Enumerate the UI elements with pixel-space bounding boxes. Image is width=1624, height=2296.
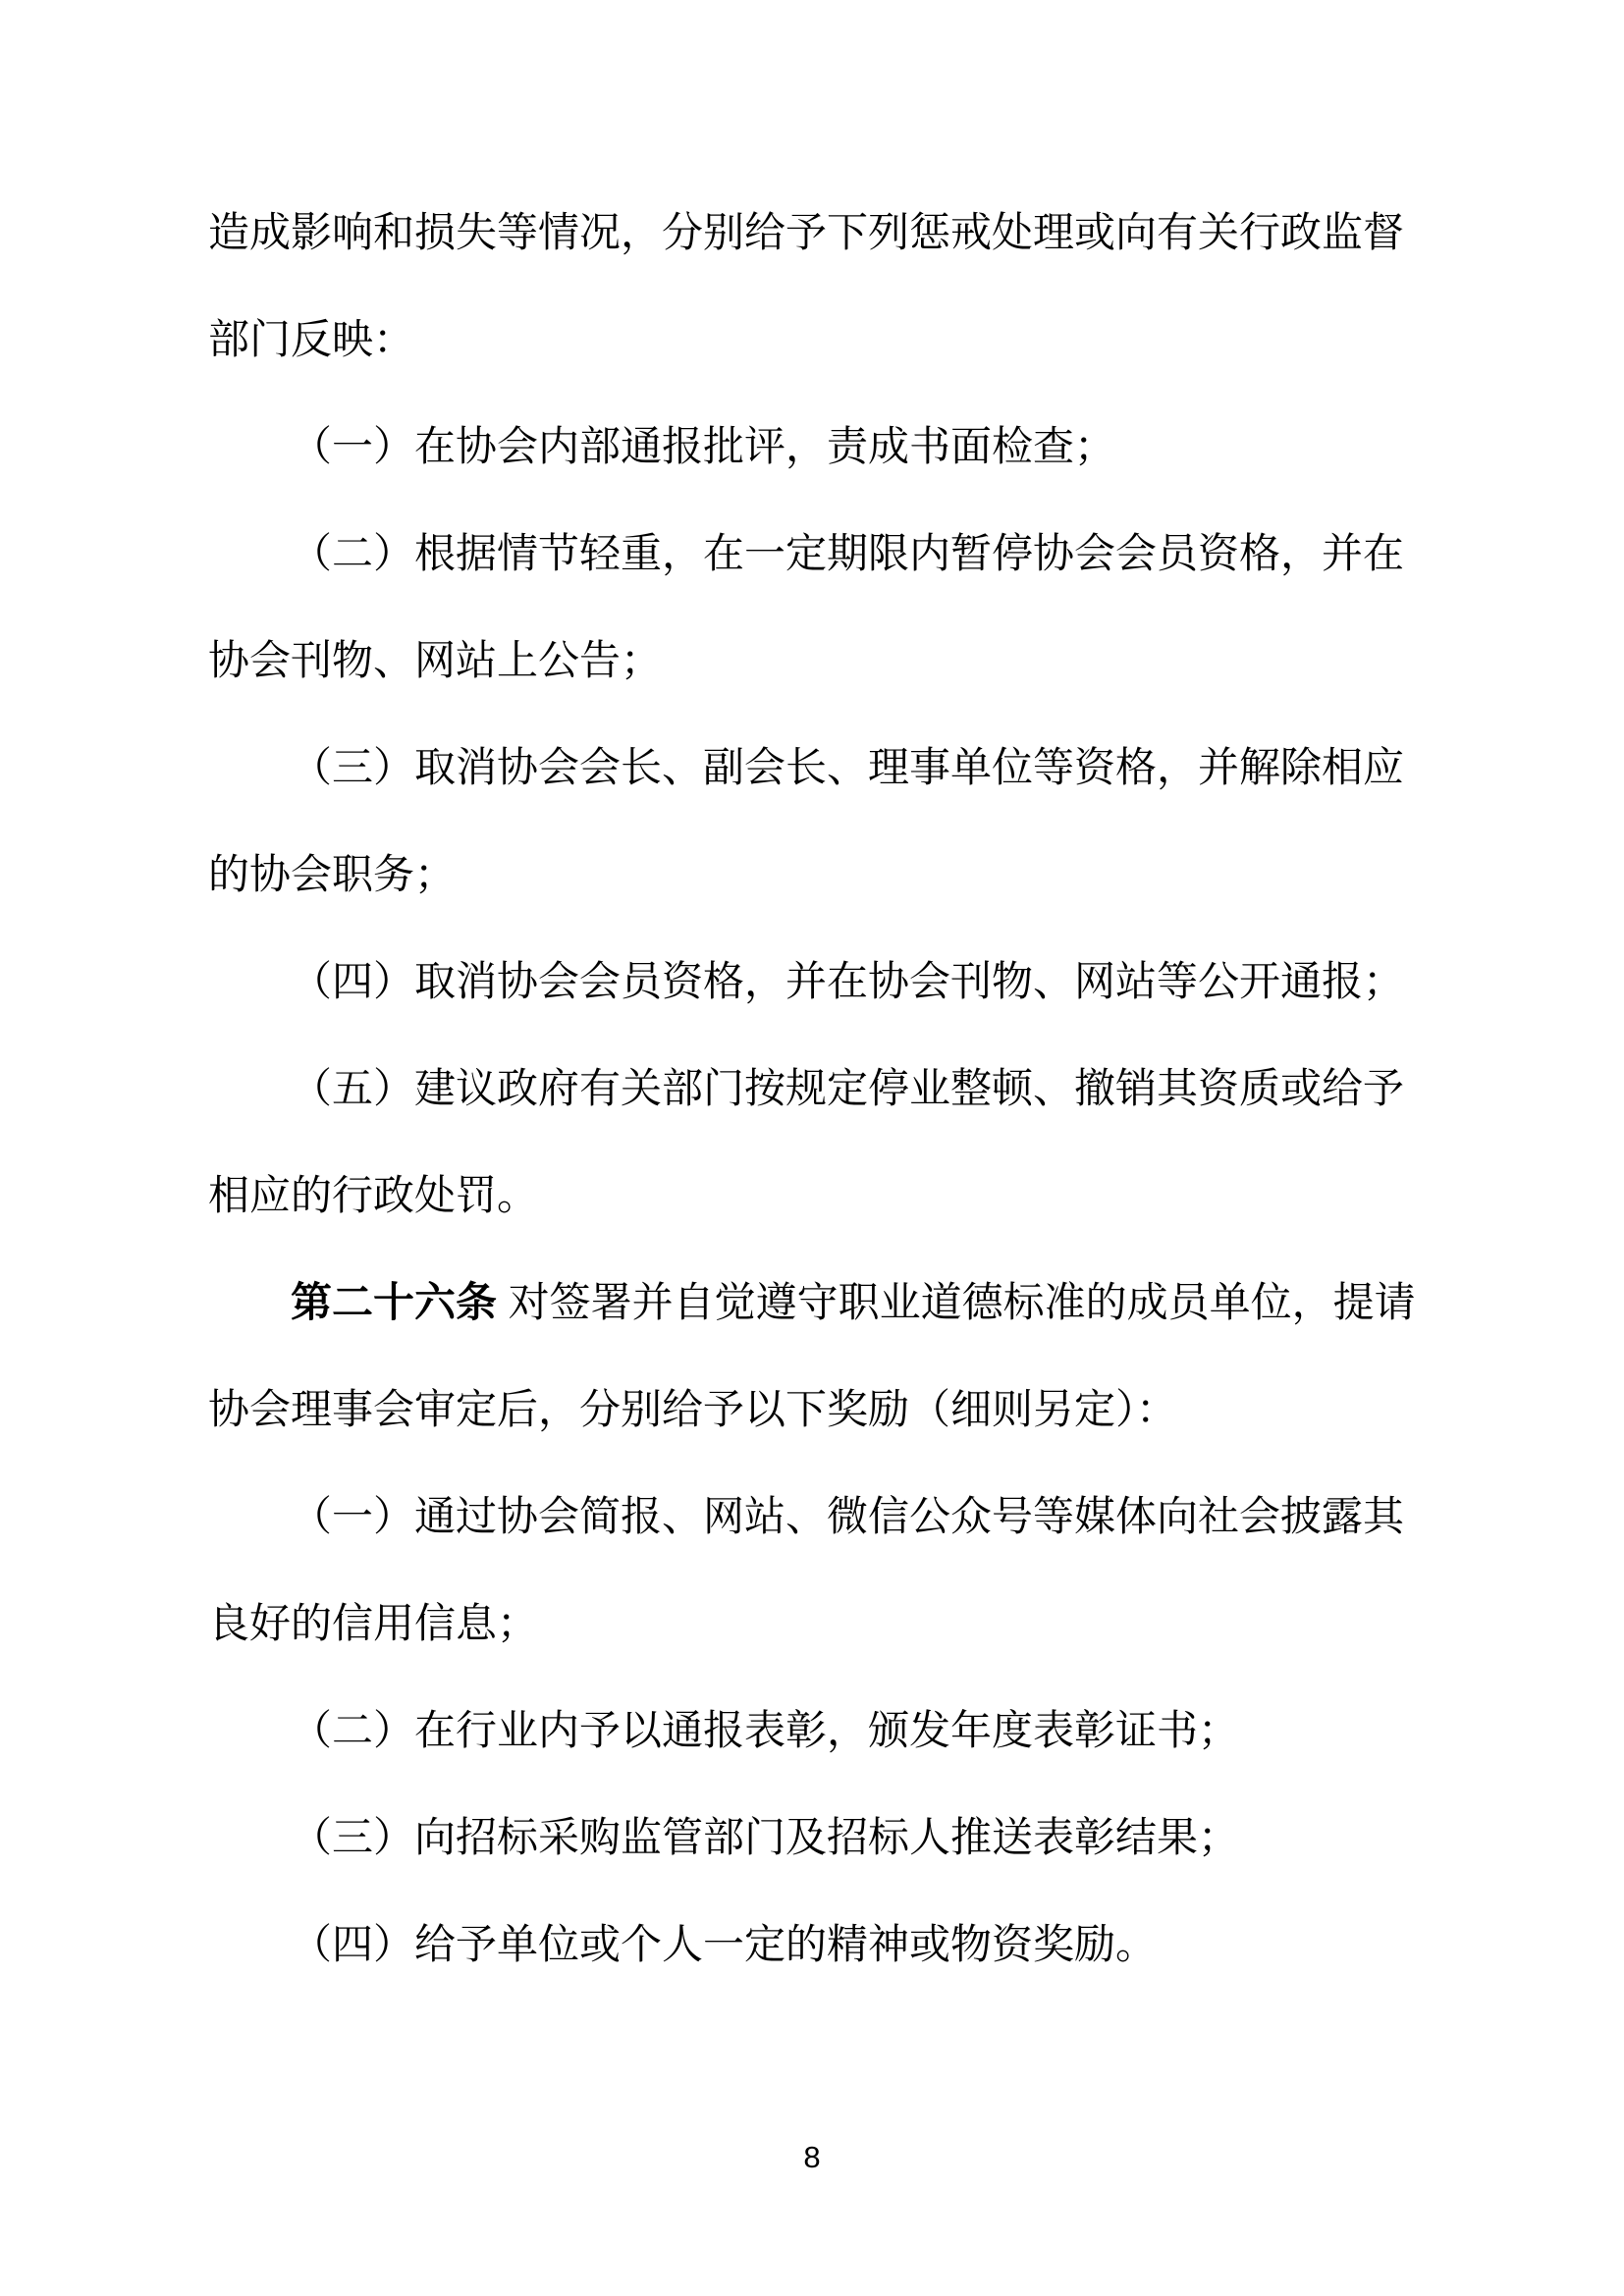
document-line: 协会刊物、网站上公告； bbox=[208, 637, 663, 683]
document-content bbox=[208, 179, 1416, 1998]
article-text: 对签署并自觉遵守职业道德标准的成员单位，提请 bbox=[497, 1279, 1416, 1325]
document-line: （二）在行业内予以通报表彰，颁发年度表彰证书； bbox=[291, 1707, 1240, 1753]
document-line: （五）建议政府有关部门按规定停业整顿、撤销其资质或给予 bbox=[291, 1065, 1405, 1111]
document-line: 部门反映： bbox=[208, 316, 415, 362]
document-line: （三）取消协会会长、副会长、理事单位等资格，并解除相应 bbox=[291, 744, 1405, 790]
document-line bbox=[208, 1249, 1416, 1356]
document-line: 造成影响和损失等情况，分别给予下列惩戒处理或向有关行政监督 bbox=[208, 209, 1405, 255]
document-line: （一）在协会内部通报批评，责成书面检查； bbox=[291, 423, 1116, 469]
document-line: 协会理事会审定后，分别给予以下奖励（细则另定）： bbox=[208, 1386, 1178, 1432]
document-line: 相应的行政处罚。 bbox=[208, 1172, 539, 1218]
document-line: （三）向招标采购监管部门及招标人推送表彰结果； bbox=[291, 1814, 1240, 1860]
document-line: （二）根据情节轻重，在一定期限内暂停协会会员资格，并在 bbox=[291, 530, 1405, 576]
document-line: （四）给予单位或个人一定的精神或物资奖励。 bbox=[291, 1921, 1158, 1967]
document-line: （一）通过协会简报、网站、微信公众号等媒体向社会披露其 bbox=[291, 1493, 1405, 1539]
document-line: （四）取消协会会员资格，并在协会刊物、网站等公开通报； bbox=[291, 958, 1405, 1004]
document-line: 的协会职务； bbox=[208, 851, 457, 897]
page-number: 8 bbox=[803, 2140, 821, 2174]
article-number: 第二十六条 bbox=[291, 1279, 498, 1325]
document-line: 良好的信用信息； bbox=[208, 1600, 539, 1646]
